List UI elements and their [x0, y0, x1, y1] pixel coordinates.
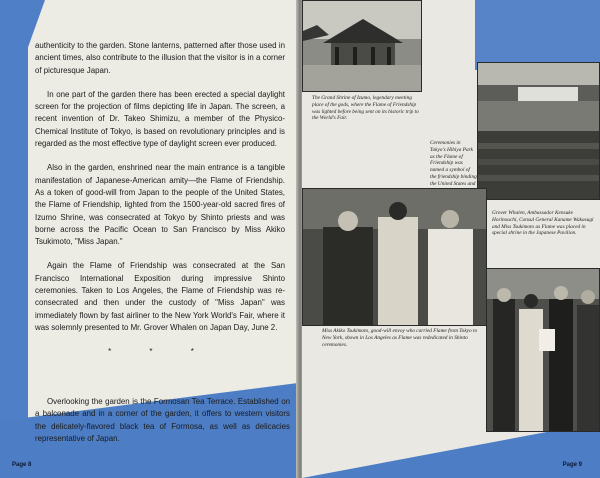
page-number-left: Page 8	[12, 462, 32, 468]
photo-hibiya-ceremony	[477, 62, 600, 200]
caption-whalen: Grover Whalen, Ambassador Kensuke Horinouchi, Consul General Kaname Wakasugi and Miss Tsukimoto as Flame was placed in special shrine in the Japanese Pavilion.	[492, 210, 594, 237]
paragraph-3: Also in the garden, enshrined near the main entrance is a tangible manifestation of Japanese-American amity—the Flame of Friendship. As a token of good-will from Japan to the people of the United States, the Flame of Friendship, lighted from the 1500-year-old sacred fires of Izumo Shrine, was consecrated at Tokyo by Shinto priests and was borne across the Pacific Ocean to San Francisco by Miss Akiko Tsukimoto, "Miss Japan."	[35, 163, 285, 247]
photo-shinto-priests	[302, 188, 487, 326]
caption-ceremony: Ceremonies in Tokyo's Hibiya Park as the Flame of Friendship was named a symbol of the friendship binding the United States and	[430, 140, 477, 187]
photo-pavilion-shrine	[486, 268, 600, 432]
caption-shrine: The Grand Shrine of Izumo, legendary meeting place of the gods, where the Flame of Friendship was lighted before being sent on its historic trip to the World's Fair.	[312, 95, 419, 122]
paragraph-4: Again the Flame of Friendship was consecrated at the San Francisco International Exposition during impressive Shinto ceremonies. Taken to Los Angeles, the Flame of Friendship was re-consecrated and then under the custody of "Miss Japan" was immediately flown by fast airliner to the New York World's Fair, where it was solemnly presented to Mr. Grover Whalen on Japan Day, June 2.	[35, 261, 285, 332]
right-page	[302, 0, 600, 478]
body-text	[35, 40, 285, 393]
photo-izumo-shrine	[302, 0, 422, 92]
page-number-right: Page 9	[562, 462, 582, 468]
right-blue-corner	[475, 0, 600, 70]
left-page	[0, 0, 298, 478]
caption-miss-japan: Miss Akiko Tsukimoto, good-will envoy who carried Flame from Tokyo to New York, shown in Los Angeles as Flame was rededicated in Shinto ceremonies.	[322, 328, 478, 348]
paragraph-1: authenticity to the garden. Stone lanterns, patterned after those used in ancient times, also contribute to the illusion that the visitor is in a corner of picturesque Japan.	[35, 41, 285, 75]
paragraph-closing: Overlooking the garden is the Formosan Tea Terrace. Established on a balconade and in a corner of the garden, it offers to western visitors the delicately-flavored black tea of Formosa, as well as delicacies representative of Japan.	[35, 397, 290, 443]
section-divider: * * *	[108, 347, 212, 357]
paragraph-2: In one part of the garden there has been erected a special daylight screen for the projection of films depicting life in Japan. The screen, a recent invention of Dr. Takeo Shimizu, a member of the Physico-Chemical Institute of Tokyo, is based on revolutionary principles and is regarded as the most effective type of daylight screen ever produced.	[35, 89, 285, 149]
